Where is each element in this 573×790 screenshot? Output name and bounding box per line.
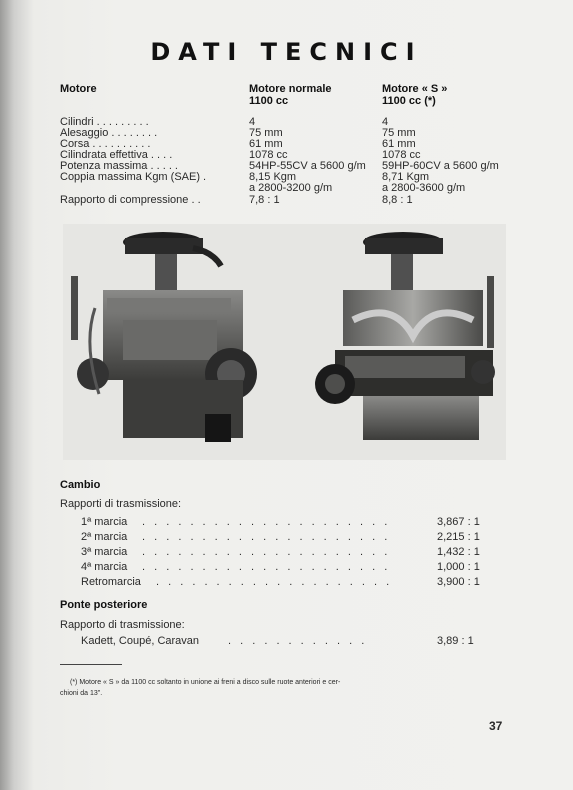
gear-ratio: 1,000 : 1 [437, 561, 480, 573]
spec-value-s: a 2800-3600 g/m [382, 182, 466, 194]
gearbox-heading: Cambio [60, 479, 101, 491]
spec-value-s: 75 mm [382, 127, 416, 139]
gear-ratio: 3,900 : 1 [437, 576, 480, 588]
page-title: DATI TECNICI [150, 38, 423, 66]
spec-label: Corsa . . . . . . . . . . [60, 138, 151, 150]
gear-ratio: 3,867 : 1 [437, 516, 480, 528]
gear-ratio: 1,432 : 1 [437, 546, 480, 558]
footnote-divider [60, 664, 122, 665]
spec-label: Coppia massima Kgm (SAE) . [60, 171, 207, 183]
spec-value-normal: 54HP-55CV a 5600 g/m [249, 160, 366, 172]
spec-value-normal: a 2800-3200 g/m [249, 182, 333, 194]
spec-value-normal: 1078 cc [249, 149, 288, 161]
spec-label: Rapporto di compressione . . [60, 194, 201, 206]
leader-dots: . . . . . . . . . . . . . . . . . . . . . [142, 546, 391, 558]
gear-label: 2ª marcia [81, 531, 128, 543]
spec-value-normal: 4 [249, 116, 256, 128]
spec-label: Cilindri . . . . . . . . . [60, 116, 149, 128]
spec-value-s: 59HP-60CV a 5600 g/m [382, 160, 499, 172]
page-number: 37 [489, 719, 503, 733]
leader-dots: . . . . . . . . . . . . . . . . . . . . . [142, 531, 391, 543]
rear-axle-heading: Ponte posteriore [60, 599, 148, 611]
gearbox-subheading: Rapporti di trasmissione: [60, 498, 182, 510]
spec-value-s: 8,8 : 1 [382, 194, 413, 206]
spec-label: Potenza massima . . . . . [60, 160, 178, 172]
spec-value-s: 61 mm [382, 138, 416, 150]
gear-label: 4ª marcia [81, 561, 128, 573]
rear-axle-models: Kadett, Coupé, Caravan [81, 635, 200, 647]
leader-dots: . . . . . . . . . . . . . . . . . . . . [156, 576, 393, 588]
spec-value-normal: 75 mm [249, 127, 283, 139]
spec-label: Cilindrata effettiva . . . . [60, 149, 173, 161]
gear-label: 3ª marcia [81, 546, 128, 558]
gear-ratio: 2,215 : 1 [437, 531, 480, 543]
spec-value-normal: 61 mm [249, 138, 283, 150]
rear-axle-subheading: Rapporto di trasmissione: [60, 619, 185, 631]
spec-value-s: 8,71 Kgm [382, 171, 430, 183]
leader-dots: . . . . . . . . . . . . . . . . . . . . . [142, 561, 391, 573]
gear-label: 1ª marcia [81, 516, 128, 528]
engine-illustration [63, 224, 506, 460]
leader-dots: . . . . . . . . . . . . [228, 635, 368, 647]
engine-normal-displacement: 1100 cc [249, 95, 289, 107]
spec-value-s: 4 [382, 116, 389, 128]
gear-label: Retromarcia [81, 576, 141, 588]
spec-label: Alesaggio . . . . . . . . [60, 127, 158, 139]
spec-value-s: 1078 cc [382, 149, 421, 161]
rear-axle-ratio: 3,89 : 1 [437, 635, 474, 647]
engine-s-title: Motore « S » [382, 83, 448, 95]
engine-heading: Motore [60, 83, 97, 95]
footnote-line: (*) Motore « S » da 1100 cc soltanto in unione ai freni a disco sulle ruote anteriori e cer- [70, 679, 341, 686]
engine-s-displacement: 1100 cc (*) [382, 95, 436, 107]
spec-value-normal: 8,15 Kgm [249, 171, 297, 183]
footnote-line: chioni da 13". [60, 690, 103, 697]
footnote [60, 677, 510, 699]
leader-dots: . . . . . . . . . . . . . . . . . . . . . [142, 516, 391, 528]
engine-photo [63, 224, 506, 460]
spec-value-normal: 7,8 : 1 [249, 194, 280, 206]
engine-normal-title: Motore normale [249, 83, 332, 95]
